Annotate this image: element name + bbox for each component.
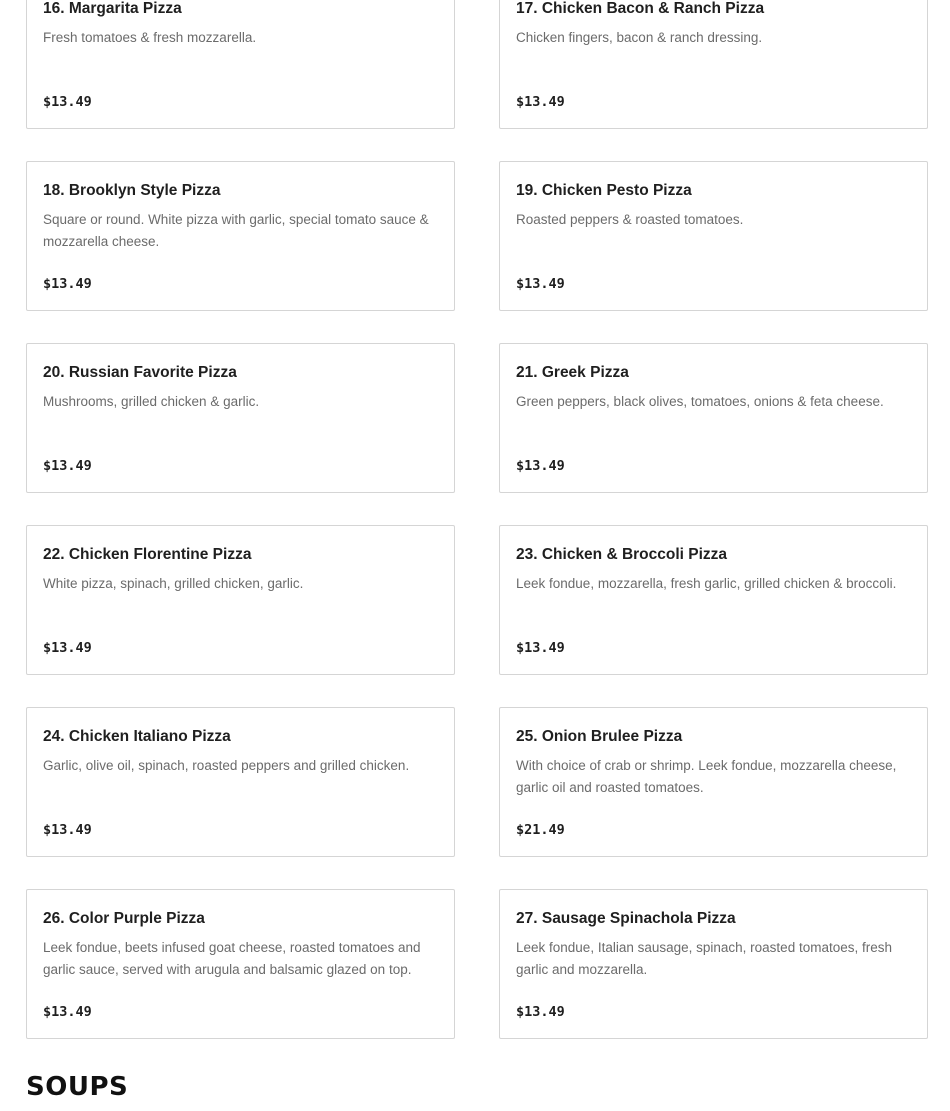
section-heading-soups: SOUPS: [26, 1072, 129, 1102]
menu-item-title: 17. Chicken Bacon & Ranch Pizza: [516, 0, 765, 17]
menu-item-description: Square or round. White pizza with garlic, special tomato sauce & mozzarella cheese.: [43, 212, 429, 249]
menu-item-description: Leek fondue, mozzarella, fresh garlic, grilled chicken & broccoli.: [516, 576, 897, 591]
menu-item-description: Fresh tomatoes & fresh mozzarella.: [43, 30, 257, 45]
menu-item-price: $13.49: [43, 458, 92, 474]
menu-item-price: $13.49: [516, 94, 565, 110]
menu-item-card[interactable]: [26, 343, 455, 493]
menu-item-card[interactable]: [499, 161, 928, 311]
menu-item-card[interactable]: [26, 161, 455, 311]
menu-item-description: With choice of crab or shrimp. Leek fondue, mozzarella cheese, garlic oil and roasted tomatoes.: [516, 758, 897, 795]
menu-item-title: 25. Onion Brulee Pizza: [516, 728, 683, 745]
menu-item-title: 16. Margarita Pizza: [43, 0, 182, 17]
menu-item-description: Leek fondue, Italian sausage, spinach, roasted tomatoes, fresh garlic and mozzarella.: [516, 940, 892, 977]
menu-item-title: 23. Chicken & Broccoli Pizza: [516, 546, 728, 563]
menu-item-price: $13.49: [516, 458, 565, 474]
menu-item-title: 20. Russian Favorite Pizza: [43, 364, 237, 381]
menu-item-price: $13.49: [43, 276, 92, 292]
menu-item-price: $21.49: [516, 822, 565, 838]
menu-item-card[interactable]: [499, 343, 928, 493]
menu-item-card[interactable]: [499, 707, 928, 857]
menu-item-description: Green peppers, black olives, tomatoes, onions & feta cheese.: [516, 394, 884, 409]
menu-item-price: $13.49: [43, 640, 92, 656]
menu-item-title: 26. Color Purple Pizza: [43, 910, 205, 927]
menu-item-title: 21. Greek Pizza: [516, 364, 629, 381]
menu-item-title: 22. Chicken Florentine Pizza: [43, 546, 252, 563]
menu-item-card[interactable]: [499, 0, 928, 129]
menu-item-description: Leek fondue, beets infused goat cheese, roasted tomatoes and garlic sauce, served with arugula and balsamic glazed on top.: [43, 940, 421, 977]
menu-item-price: $13.49: [43, 822, 92, 838]
menu-item-title: 24. Chicken Italiano Pizza: [43, 728, 231, 745]
menu-item-description: Roasted peppers & roasted tomatoes.: [516, 212, 744, 227]
menu-item-title: 27. Sausage Spinachola Pizza: [516, 910, 736, 927]
menu-item-price: $13.49: [43, 1004, 92, 1020]
menu-item-price: $13.49: [516, 640, 565, 656]
menu-item-card[interactable]: [26, 0, 455, 129]
menu-item-description: Garlic, olive oil, spinach, roasted peppers and grilled chicken.: [43, 758, 410, 773]
menu-item-price: $13.49: [516, 1004, 565, 1020]
menu-item-card[interactable]: [499, 525, 928, 675]
menu-item-description: White pizza, spinach, grilled chicken, garlic.: [43, 576, 304, 591]
menu-item-price: $13.49: [43, 94, 92, 110]
menu-item-card[interactable]: [26, 525, 455, 675]
menu-item-card[interactable]: [499, 889, 928, 1039]
menu-item-card[interactable]: [26, 889, 455, 1039]
menu-item-description: Mushrooms, grilled chicken & garlic.: [43, 394, 260, 409]
menu-item-description: Chicken fingers, bacon & ranch dressing.: [516, 30, 763, 45]
menu-item-title: 18. Brooklyn Style Pizza: [43, 182, 221, 199]
menu-item-price: $13.49: [516, 276, 565, 292]
menu-item-card[interactable]: [26, 707, 455, 857]
menu-items-grid: [26, 0, 928, 1039]
menu-item-title: 19. Chicken Pesto Pizza: [516, 182, 692, 199]
